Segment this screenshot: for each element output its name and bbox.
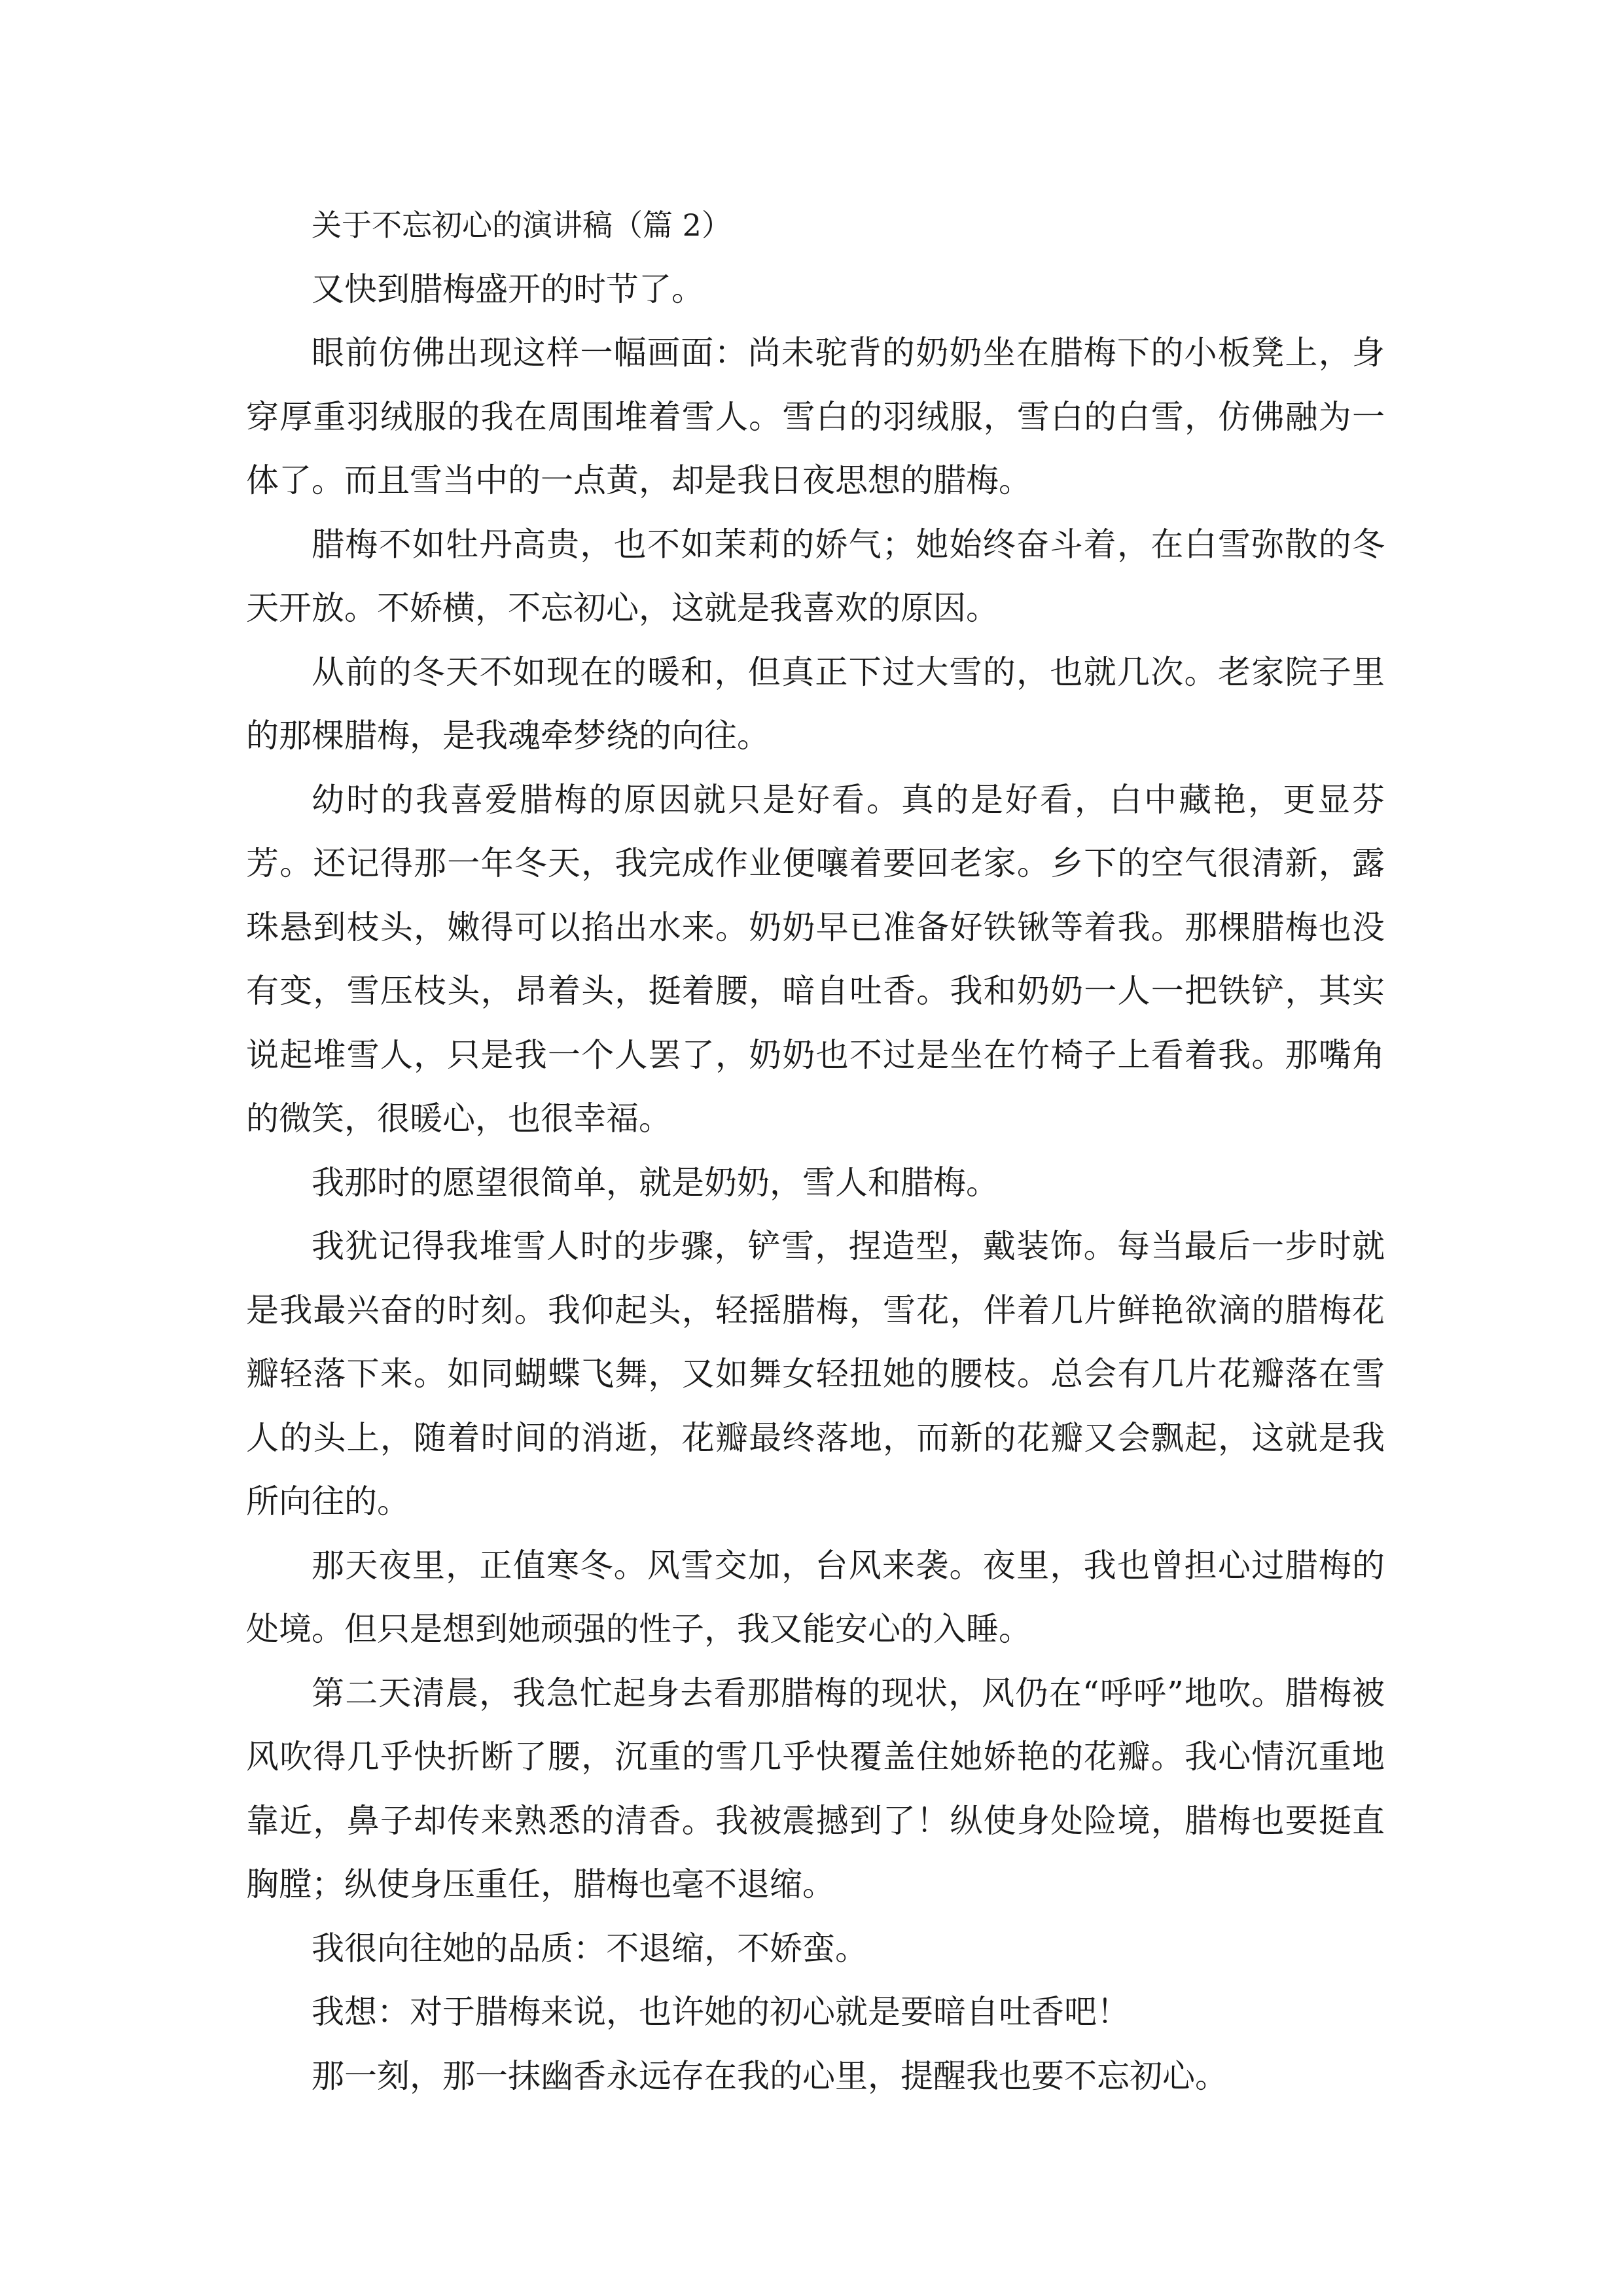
paragraph: 我想：对于腊梅来说，也许她的初心就是要暗自吐香吧！ <box>312 1993 1130 2031</box>
paragraph: 腊梅不如牡丹高贵，也不如茉莉的娇气；她始终奋斗着，在白雪弥散的冬天开放。不娇横，不忘初心，这就是我喜欢的原因。 <box>246 525 1385 627</box>
paragraph: 眼前仿佛出现这样一幅画面：尚未驼背的奶奶坐在腊梅下的小板凳上，身穿厚重羽绒服的我在周围堆着雪人。雪白的羽绒服，雪白的白雪，仿佛融为一体了。而且雪当中的一点黄，却是我日夜思想的腊梅。 <box>246 334 1385 499</box>
paragraph: 我犹记得我堆雪人时的步骤，铲雪，捏造型，戴装饰。每当最后一步时就是我最兴奋的时刻。我仰起头，轻摇腊梅，雪花，伴着几片鲜艳欲滴的腊梅花瓣轻落下来。如同蝴蝶飞舞，又如舞女轻扭她的腰枝。总会有几片花瓣落在雪人的头上，随着时间的消逝，花瓣最终落地，而新的花瓣又会飘起，这就是我所向往的。 <box>246 1227 1385 1520</box>
paragraph: 我很向往她的品质：不退缩，不娇蛮。 <box>312 1929 868 1967</box>
paragraph: 第二天清晨，我急忙起身去看那腊梅的现状，风仍在“呼呼”地吹。腊梅被风吹得几乎快折断了腰，沉重的雪几乎快覆盖住她娇艳的花瓣。我心情沉重地靠近，鼻子却传来熟悉的清香。我被震撼到了！纵使身处险境，腊梅也要挺直胸膛；纵使身压重任，腊梅也毫不退缩。 <box>246 1674 1385 1903</box>
paragraph: 我那时的愿望很简单，就是奶奶，雪人和腊梅。 <box>312 1163 999 1202</box>
paragraph: 那天夜里，正值寒冬。风雪交加，台风来袭。夜里，我也曾担心过腊梅的处境。但只是想到她顽强的性子，我又能安心的入睡。 <box>246 1546 1385 1648</box>
document-body <box>246 194 1385 2108</box>
paragraph: 幼时的我喜爱腊梅的原因就只是好看。真的是好看，白中藏艳，更显芬芳。还记得那一年冬天，我完成作业便嚷着要回老家。乡下的空气很清新，露珠悬到枝头，嫩得可以掐出水来。奶奶早已准备好铁锹等着我。那棵腊梅也没有变，雪压枝头，昂着头，挺着腰，暗自吐香。我和奶奶一人一把铁铲，其实说起堆雪人，只是我一个人罢了，奶奶也不过是坐在竹椅子上看着我。那嘴角的微笑，很暖心，也很幸福。 <box>246 780 1385 1138</box>
document-title: 关于不忘初心的演讲稿（篇 2） <box>312 207 732 243</box>
paragraph: 从前的冬天不如现在的暖和，但真正下过大雪的，也就几次。老家院子里的那棵腊梅，是我魂牵梦绕的向往。 <box>246 653 1385 755</box>
paragraph: 又快到腊梅盛开的时节了。 <box>312 270 704 308</box>
paragraph: 那一刻，那一抹幽香永远存在我的心里，提醒我也要不忘初心。 <box>312 2056 1228 2095</box>
